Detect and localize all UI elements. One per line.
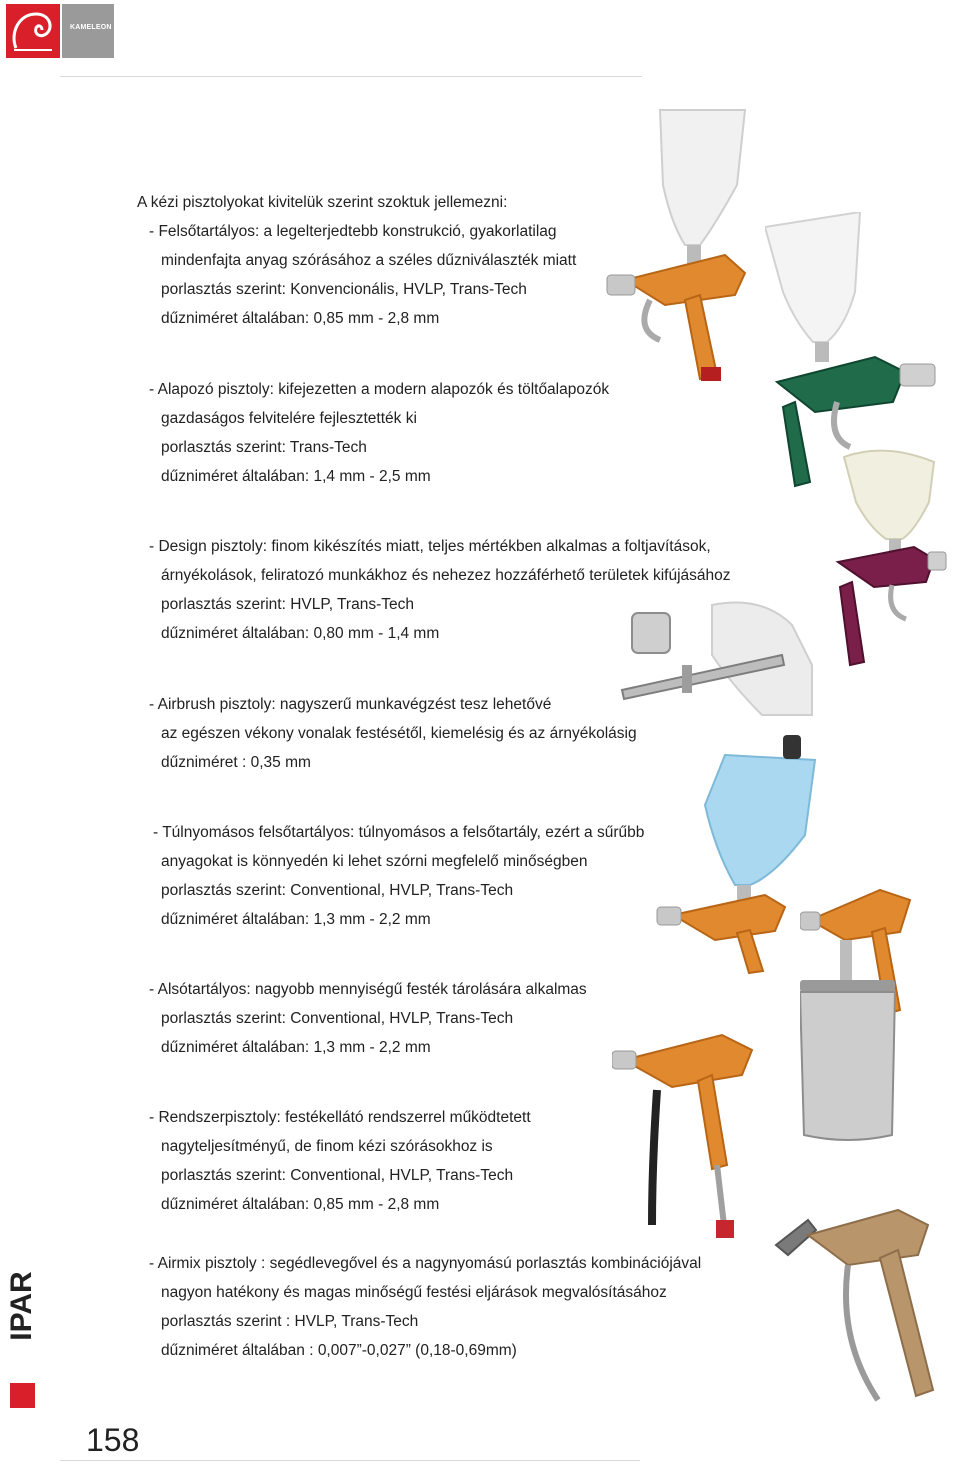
section-line: - Airmix pisztoly : segédlevegővel és a nagynyomású porlasztás kombinációjával — [149, 1255, 702, 1272]
section-line: dűzniméret általában: 1,3 mm - 2,2 mm — [161, 911, 431, 928]
footer-divider — [60, 1460, 640, 1461]
intro-line: A kézi pisztolyokat kivitelük szerint szoktuk jellemezni: — [137, 194, 508, 211]
section-line: - Rendszerpisztoly: festékellátó rendszerrel működtetett — [149, 1109, 531, 1126]
section-line: porlasztás szerint : HVLP, Trans-Tech — [161, 1313, 419, 1330]
spray-gun-airmix-image — [768, 1200, 948, 1410]
section-line: dűzniméret : 0,35 mm — [161, 754, 311, 771]
section-line: - Airbrush pisztoly: nagyszerű munkavégzést tesz lehetővé — [149, 696, 552, 713]
spray-gun-gravity-orange-image — [605, 105, 765, 390]
section-rendszerpisztoly — [149, 1103, 531, 1219]
side-label-text: IPAR — [5, 1271, 38, 1341]
section-line: - Túlnyomásos felsőtartályos: túlnyomásos a felsőtartály, ezért a sűrűbb — [153, 824, 645, 841]
section-line: anyagokat is könnyedén ki lehet szórni megfelelő minőségben — [161, 853, 588, 870]
section-line: mindenfajta anyag szórásához a széles dűzniválaszték miatt — [161, 252, 577, 269]
section-line: dűzniméret általában: 1,4 mm - 2,5 mm — [161, 468, 431, 485]
section-line: dűzniméret általában : 0,007”-0,027” (0,18-0,69mm) — [161, 1342, 517, 1359]
section-line: nagyon hatékony és magas minőségű festési eljárások megvalósításához — [161, 1284, 667, 1301]
section-line: porlasztás szerint: Conventional, HVLP, Trans-Tech — [161, 882, 514, 899]
section-line: porlasztás szerint: Trans-Tech — [161, 439, 367, 456]
intro-text — [137, 188, 507, 217]
section-alsotartalyos — [149, 975, 587, 1062]
section-line: porlasztás szerint: Konvencionális, HVLP, Trans-Tech — [161, 281, 527, 298]
section-airbrush — [149, 690, 637, 777]
side-section-label — [6, 1268, 38, 1344]
section-line: nagyteljesítményű, de finom kézi szórásokhoz is — [161, 1138, 493, 1155]
spray-gun-suction-cup-image — [800, 870, 935, 1145]
section-line: - Design pisztoly: finom kikészítés miatt, teljes mértékben alkalmas a foltjavítások, — [149, 538, 711, 555]
section-line: porlasztás szerint: Conventional, HVLP, Trans-Tech — [161, 1010, 514, 1027]
section-line: dűzniméret általában: 1,3 mm - 2,2 mm — [161, 1039, 431, 1056]
section-line: - Alapozó pisztoly: kifejezetten a modern alapozók és töltőalapozók — [149, 381, 610, 398]
section-line: - Felsőtartályos: a legelterjedtebb konstrukció, gyakorlatilag — [149, 223, 557, 240]
side-color-marker — [10, 1383, 35, 1408]
header-divider — [60, 76, 642, 77]
section-line: gazdaságos felvitelére fejlesztették ki — [161, 410, 417, 427]
section-felsotartalyos — [149, 217, 576, 333]
section-line: az egészen vékony vonalak festésétől, kiemelésig és az árnyékolásig — [161, 725, 637, 742]
section-tulnyomasos — [153, 818, 644, 934]
section-line: árnyékolások, feliratozó munkákhoz és nehezez hozzáférhető területek kifújásához — [161, 567, 731, 584]
page-number: 158 — [86, 1422, 140, 1458]
section-line: dűzniméret általában: 0,85 mm - 2,8 mm — [161, 310, 440, 327]
swirl-icon — [6, 4, 60, 58]
brand-logo-text — [62, 4, 114, 58]
section-line: - Alsótartályos: nagyobb mennyiségű festék tárolására alkalmas — [149, 981, 587, 998]
brand-name: KAMELEON — [70, 24, 112, 31]
spray-gun-design-purple-image — [834, 447, 949, 672]
airbrush-image — [612, 595, 814, 717]
section-line: dűzniméret általában: 0,85 mm - 2,8 mm — [161, 1196, 440, 1213]
section-alapozo — [149, 375, 609, 491]
section-line: porlasztás szerint: HVLP, Trans-Tech — [161, 596, 414, 613]
section-line: dűzniméret általában: 0,80 mm - 1,4 mm — [161, 625, 440, 642]
section-airmix — [149, 1249, 701, 1365]
section-line: porlasztás szerint: Conventional, HVLP, Trans-Tech — [161, 1167, 514, 1184]
spray-gun-system-image — [612, 1015, 767, 1240]
brand-logo-mark — [6, 4, 60, 58]
